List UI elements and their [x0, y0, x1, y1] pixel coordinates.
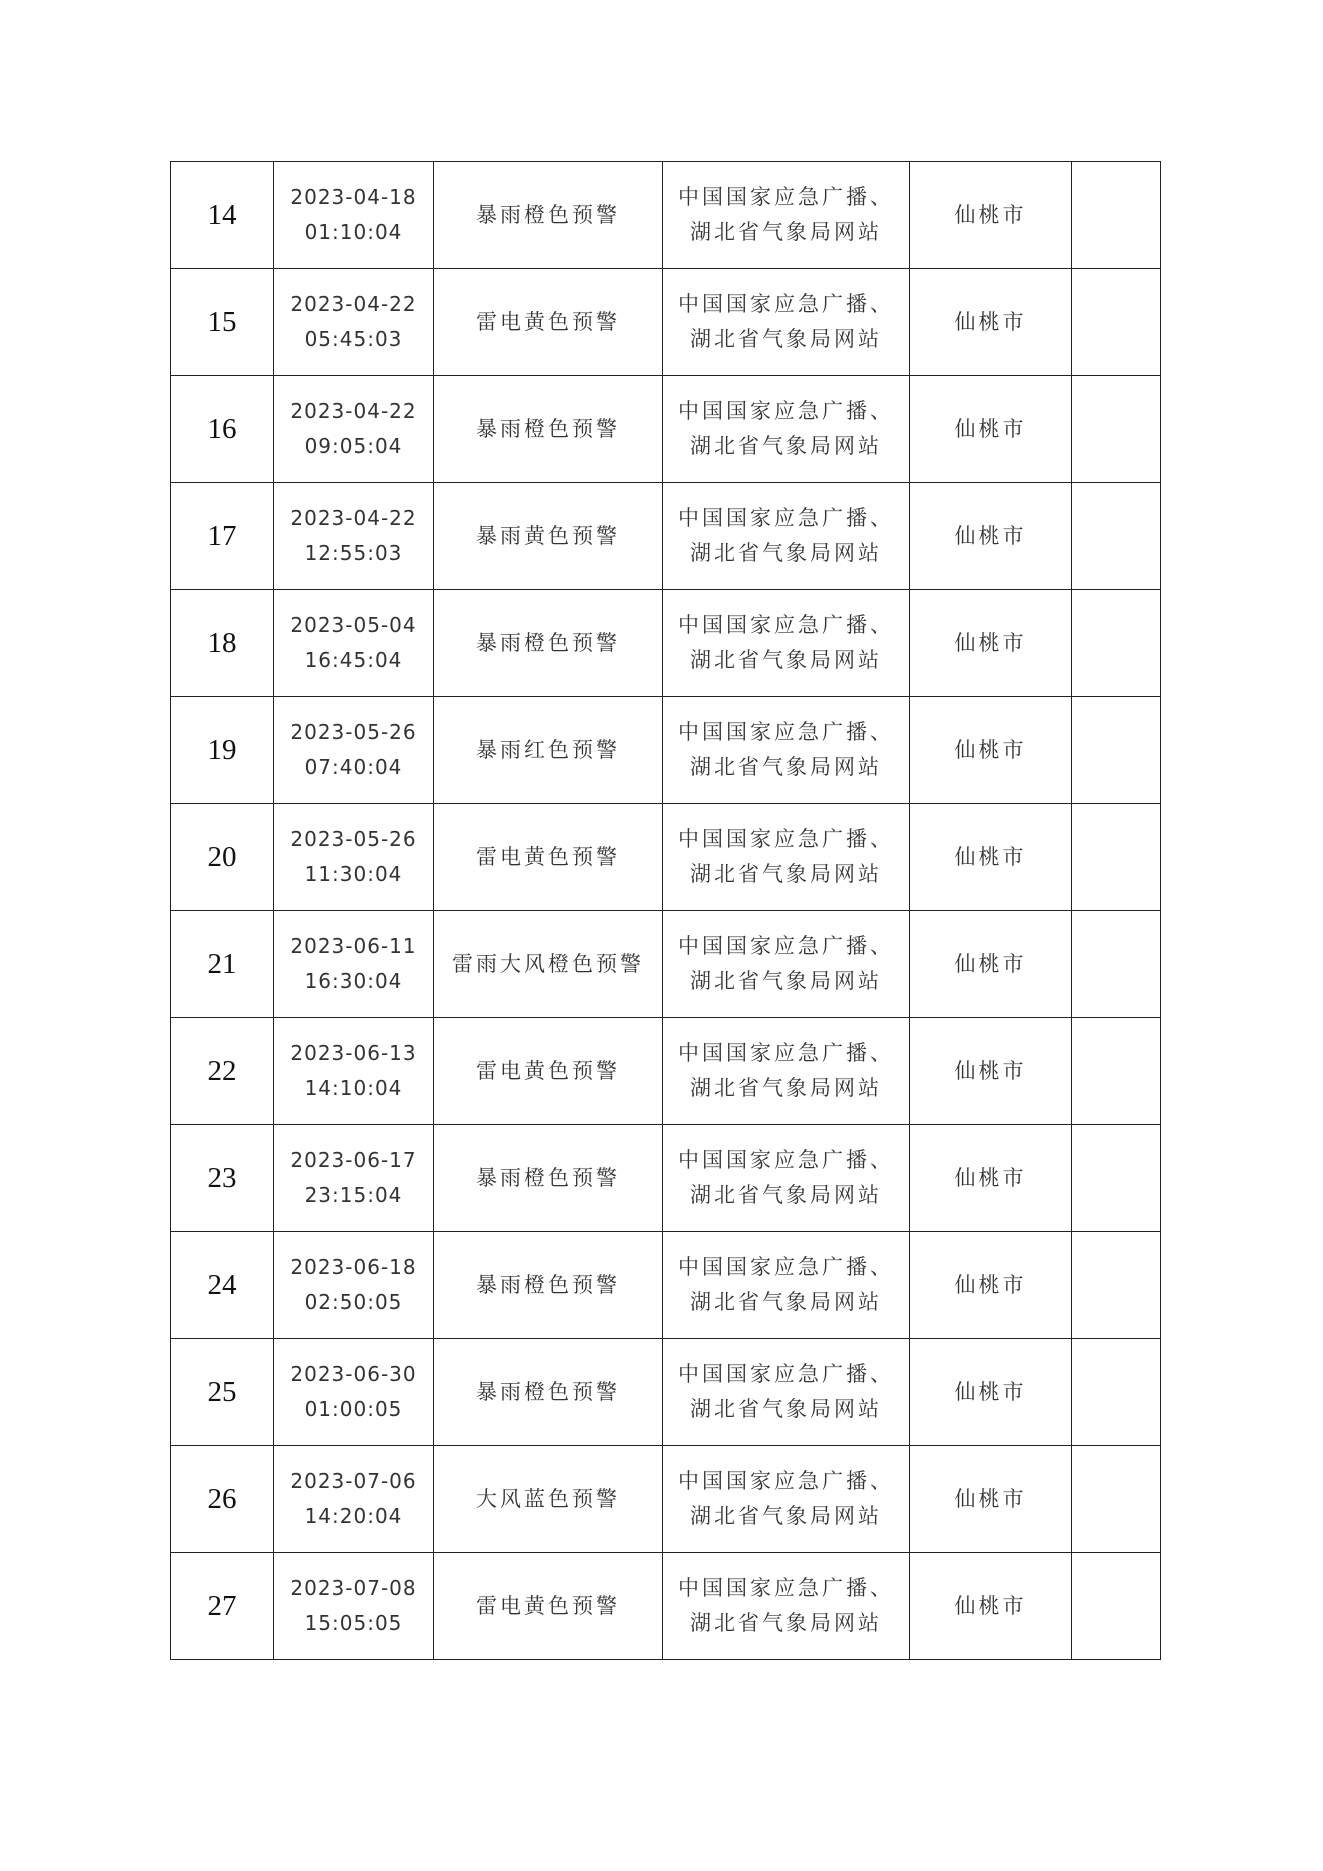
release-clock: 01:10:04 [304, 220, 403, 244]
note-cell [1072, 376, 1161, 483]
row-number: 25 [171, 1339, 274, 1446]
channel-line-1: 中国国家应急广播、 [678, 827, 894, 851]
release-area: 仙桃市 [910, 697, 1072, 804]
table-row [171, 1553, 1161, 1660]
release-area: 仙桃市 [910, 804, 1072, 911]
release-clock: 05:45:03 [304, 327, 403, 351]
note-cell [1072, 1018, 1161, 1125]
channel-line-1: 中国国家应急广播、 [678, 1362, 894, 1386]
table-row [171, 269, 1161, 376]
release-clock: 14:10:04 [304, 1076, 403, 1100]
table-row [171, 1232, 1161, 1339]
channel-line-2: 湖北省气象局网站 [690, 327, 882, 351]
table-row [171, 1339, 1161, 1446]
channel-line-1: 中国国家应急广播、 [678, 720, 894, 744]
release-time [274, 483, 434, 590]
channel-line-1: 中国国家应急广播、 [678, 506, 894, 530]
table-row [171, 1018, 1161, 1125]
channel-line-1: 中国国家应急广播、 [678, 1469, 894, 1493]
channel-line-2: 湖北省气象局网站 [690, 969, 882, 993]
channel-line-2: 湖北省气象局网站 [690, 755, 882, 779]
release-area: 仙桃市 [910, 1125, 1072, 1232]
release-date: 2023-06-17 [290, 1148, 417, 1172]
table-row [171, 1446, 1161, 1553]
warning-type: 暴雨橙色预警 [434, 162, 663, 269]
row-number: 27 [171, 1553, 274, 1660]
release-channel [663, 483, 910, 590]
release-area: 仙桃市 [910, 1553, 1072, 1660]
release-clock: 23:15:04 [304, 1183, 403, 1207]
release-clock: 09:05:04 [304, 434, 403, 458]
channel-line-1: 中国国家应急广播、 [678, 399, 894, 423]
release-channel [663, 1018, 910, 1125]
release-channel [663, 697, 910, 804]
release-date: 2023-04-22 [290, 506, 417, 530]
row-number: 14 [171, 162, 274, 269]
release-area: 仙桃市 [910, 376, 1072, 483]
warning-type: 暴雨黄色预警 [434, 483, 663, 590]
release-time [274, 1446, 434, 1553]
release-time [274, 376, 434, 483]
release-area: 仙桃市 [910, 1232, 1072, 1339]
release-time [274, 911, 434, 1018]
release-area: 仙桃市 [910, 590, 1072, 697]
release-time [274, 590, 434, 697]
release-date: 2023-05-26 [290, 720, 417, 744]
release-area: 仙桃市 [910, 1018, 1072, 1125]
release-date: 2023-05-26 [290, 827, 417, 851]
channel-line-2: 湖北省气象局网站 [690, 1397, 882, 1421]
release-time [274, 162, 434, 269]
release-time [274, 1339, 434, 1446]
release-clock: 14:20:04 [304, 1504, 403, 1528]
channel-line-2: 湖北省气象局网站 [690, 1504, 882, 1528]
release-time [274, 1232, 434, 1339]
release-clock: 01:00:05 [304, 1397, 403, 1421]
table-row [171, 1125, 1161, 1232]
warning-type: 雷电黄色预警 [434, 1018, 663, 1125]
note-cell [1072, 911, 1161, 1018]
row-number: 18 [171, 590, 274, 697]
channel-line-1: 中国国家应急广播、 [678, 1255, 894, 1279]
channel-line-1: 中国国家应急广播、 [678, 1576, 894, 1600]
warning-type: 暴雨橙色预警 [434, 376, 663, 483]
channel-line-2: 湖北省气象局网站 [690, 1076, 882, 1100]
release-date: 2023-07-06 [290, 1469, 417, 1493]
row-number: 23 [171, 1125, 274, 1232]
release-channel [663, 1339, 910, 1446]
note-cell [1072, 1125, 1161, 1232]
warning-type: 雷雨大风橙色预警 [434, 911, 663, 1018]
note-cell [1072, 590, 1161, 697]
release-date: 2023-05-04 [290, 613, 417, 637]
table-row [171, 483, 1161, 590]
release-clock: 16:45:04 [304, 648, 403, 672]
release-channel [663, 1232, 910, 1339]
channel-line-1: 中国国家应急广播、 [678, 613, 894, 637]
release-area: 仙桃市 [910, 483, 1072, 590]
release-time [274, 1553, 434, 1660]
release-channel [663, 1446, 910, 1553]
channel-line-2: 湖北省气象局网站 [690, 1290, 882, 1314]
release-area: 仙桃市 [910, 162, 1072, 269]
release-area: 仙桃市 [910, 1446, 1072, 1553]
row-number: 22 [171, 1018, 274, 1125]
warning-type: 大风蓝色预警 [434, 1446, 663, 1553]
release-clock: 11:30:04 [304, 862, 403, 886]
warning-type: 雷电黄色预警 [434, 269, 663, 376]
row-number: 19 [171, 697, 274, 804]
release-clock: 16:30:04 [304, 969, 403, 993]
release-channel [663, 804, 910, 911]
channel-line-2: 湖北省气象局网站 [690, 648, 882, 672]
row-number: 24 [171, 1232, 274, 1339]
table-row [171, 804, 1161, 911]
release-date: 2023-06-18 [290, 1255, 417, 1279]
release-channel [663, 590, 910, 697]
channel-line-2: 湖北省气象局网站 [690, 541, 882, 565]
note-cell [1072, 1232, 1161, 1339]
warning-type: 暴雨橙色预警 [434, 1125, 663, 1232]
release-date: 2023-06-30 [290, 1362, 417, 1386]
release-time [274, 697, 434, 804]
row-number: 20 [171, 804, 274, 911]
release-date: 2023-04-18 [290, 185, 417, 209]
row-number: 15 [171, 269, 274, 376]
table-row [171, 697, 1161, 804]
warning-type: 雷电黄色预警 [434, 1553, 663, 1660]
release-area: 仙桃市 [910, 1339, 1072, 1446]
release-date: 2023-04-22 [290, 399, 417, 423]
note-cell [1072, 697, 1161, 804]
note-cell [1072, 269, 1161, 376]
release-clock: 12:55:03 [304, 541, 403, 565]
release-channel [663, 1125, 910, 1232]
table-row [171, 911, 1161, 1018]
warning-type: 暴雨红色预警 [434, 697, 663, 804]
table-body [171, 162, 1161, 1660]
release-area: 仙桃市 [910, 269, 1072, 376]
release-channel [663, 162, 910, 269]
release-time [274, 269, 434, 376]
channel-line-2: 湖北省气象局网站 [690, 1183, 882, 1207]
release-clock: 07:40:04 [304, 755, 403, 779]
channel-line-1: 中国国家应急广播、 [678, 934, 894, 958]
row-number: 26 [171, 1446, 274, 1553]
channel-line-1: 中国国家应急广播、 [678, 185, 894, 209]
note-cell [1072, 162, 1161, 269]
release-area: 仙桃市 [910, 911, 1072, 1018]
warning-type: 暴雨橙色预警 [434, 1339, 663, 1446]
release-channel [663, 911, 910, 1018]
table-row [171, 162, 1161, 269]
channel-line-2: 湖北省气象局网站 [690, 1611, 882, 1635]
release-channel [663, 269, 910, 376]
channel-line-1: 中国国家应急广播、 [678, 292, 894, 316]
row-number: 21 [171, 911, 274, 1018]
note-cell [1072, 483, 1161, 590]
release-time [274, 1018, 434, 1125]
note-cell [1072, 1446, 1161, 1553]
row-number: 17 [171, 483, 274, 590]
note-cell [1072, 1339, 1161, 1446]
table-row [171, 590, 1161, 697]
row-number: 16 [171, 376, 274, 483]
channel-line-1: 中国国家应急广播、 [678, 1041, 894, 1065]
table-row [171, 376, 1161, 483]
release-channel [663, 1553, 910, 1660]
release-time [274, 1125, 434, 1232]
release-date: 2023-06-13 [290, 1041, 417, 1065]
channel-line-2: 湖北省气象局网站 [690, 434, 882, 458]
release-date: 2023-07-08 [290, 1576, 417, 1600]
note-cell [1072, 804, 1161, 911]
channel-line-1: 中国国家应急广播、 [678, 1148, 894, 1172]
release-date: 2023-04-22 [290, 292, 417, 316]
release-clock: 15:05:05 [304, 1611, 403, 1635]
channel-line-2: 湖北省气象局网站 [690, 220, 882, 244]
warning-type: 暴雨橙色预警 [434, 590, 663, 697]
release-date: 2023-06-11 [290, 934, 417, 958]
release-channel [663, 376, 910, 483]
note-cell [1072, 1553, 1161, 1660]
warnings-table [170, 161, 1161, 1660]
channel-line-2: 湖北省气象局网站 [690, 862, 882, 886]
release-time [274, 804, 434, 911]
warning-type: 暴雨橙色预警 [434, 1232, 663, 1339]
release-clock: 02:50:05 [304, 1290, 403, 1314]
warning-type: 雷电黄色预警 [434, 804, 663, 911]
